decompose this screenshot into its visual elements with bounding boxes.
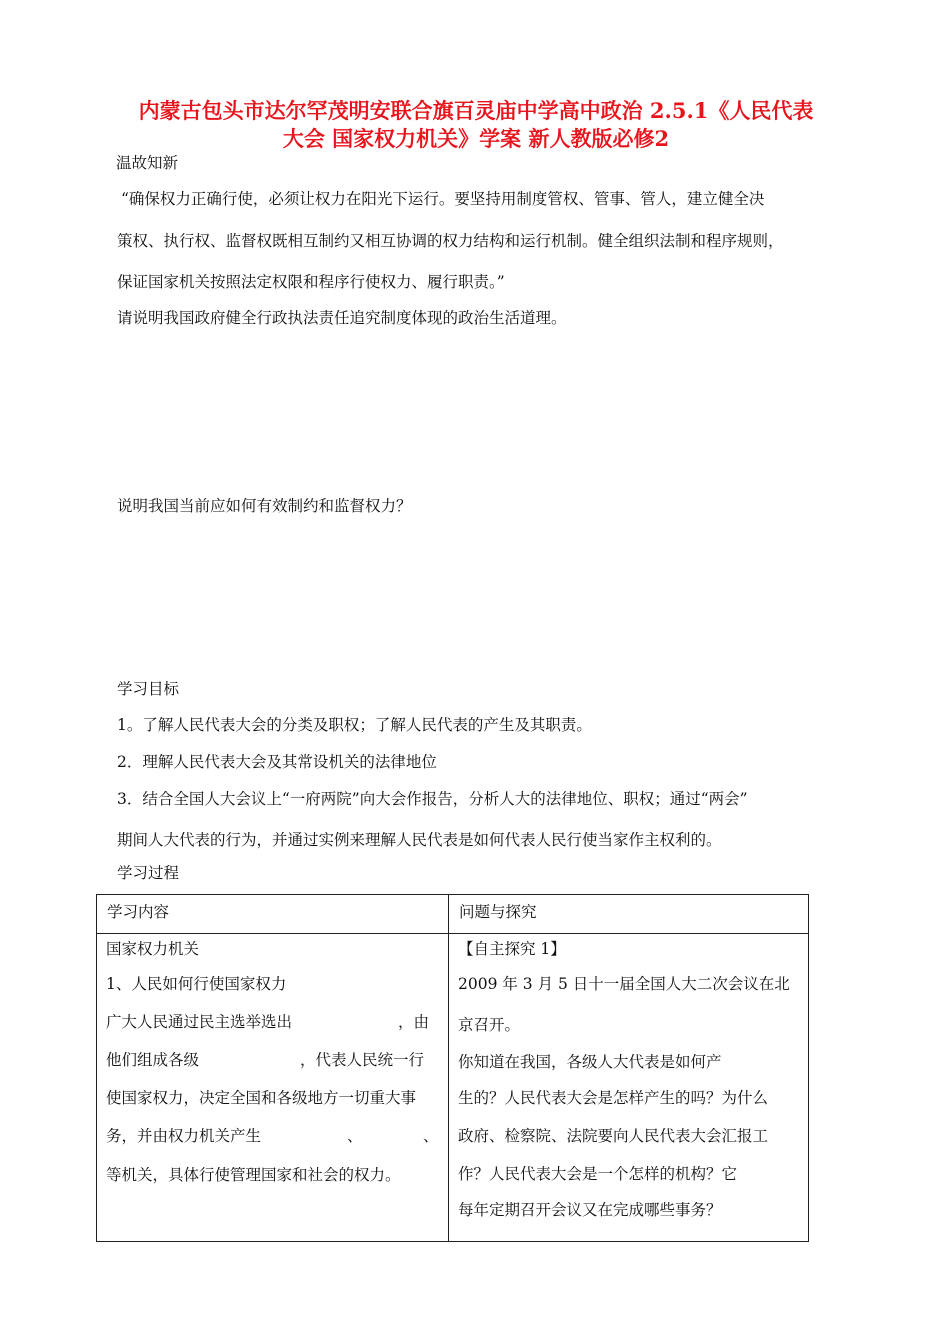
- question-line: 每年定期召开会议又在完成哪些事务？: [458, 1201, 722, 1219]
- objective-item: 1。了解人民代表大会的分类及职权；了解人民代表的产生及其职责。: [117, 716, 592, 734]
- content-line: ，代表人民统一行: [300, 1051, 425, 1069]
- content-line: 1、人民如何行使国家权力: [106, 975, 287, 993]
- review-question-1: 请说明我国政府健全行政执法责任追究制度体现的政治生活道理。: [117, 309, 567, 327]
- content-cell: [97, 934, 449, 1242]
- review-heading: 温故知新: [116, 154, 179, 172]
- column-header-questions: 问题与探究: [459, 903, 537, 921]
- table-header-cell: [97, 895, 449, 934]
- question-line: 【自主探究 1】: [458, 940, 566, 958]
- content-line: 等机关，具体行使管理国家和社会的权力。: [106, 1166, 401, 1184]
- document-title-line2: 大会 国家权力机关》学案 新人教版必修2: [282, 126, 670, 151]
- column-header-content: 学习内容: [107, 903, 170, 921]
- content-line: 务，并由权力机关产生: [106, 1127, 262, 1145]
- table-header-row: [97, 895, 809, 934]
- content-line: 国家权力机关: [106, 940, 200, 958]
- document-title-line1: 内蒙古包头市达尔罕茂明安联合旗百灵庙中学高中政治 2.5.1《人民代表: [138, 98, 814, 123]
- content-line: 、: [423, 1127, 439, 1145]
- question-line: 2009 年 3 月 5 日十一届全国人大二次会议在北: [458, 975, 790, 993]
- question-line: 作？人民代表大会是一个怎样的机构？它: [458, 1165, 738, 1183]
- study-table: [96, 894, 809, 1242]
- question-cell: [449, 934, 809, 1242]
- content-line: 广大人民通过民主选举选出: [106, 1013, 293, 1031]
- content-line: ，由: [398, 1013, 430, 1031]
- objectives-heading: 学习目标: [117, 680, 180, 698]
- content-line: 他们组成各级: [106, 1051, 200, 1069]
- objective-item: 2．理解人民代表大会及其常设机关的法律地位: [117, 753, 437, 771]
- review-question-2: 说明我国当前应如何有效制约和监督权力？: [117, 497, 412, 515]
- question-line: 京召开。: [458, 1016, 521, 1034]
- process-heading: 学习过程: [117, 864, 180, 882]
- objective-item: 3．结合全国人大会议上“一府两院”向大会作报告，分析人大的法律地位、职权；通过“两会”: [117, 790, 748, 808]
- question-line: 你知道在我国，各级人大代表是如何产: [458, 1053, 722, 1071]
- objective-item: 期间人大代表的行为，并通过实例来理解人民代表是如何代表人民行使当家作主权利的。: [117, 831, 722, 849]
- quote-line: “确保权力正确行使，必须让权力在阳光下运行。要坚持用制度管权、管事、管人，建立健全决: [121, 190, 765, 208]
- content-line: 、: [347, 1127, 363, 1145]
- quote-line: 保证国家机关按照法定权限和程序行使权力、履行职责。”: [117, 273, 505, 291]
- table-row: [97, 934, 809, 1242]
- question-line: 生的？人民代表大会是怎样产生的吗？为什么: [458, 1089, 769, 1107]
- question-line: 政府、检察院、法院要向人民代表大会汇报工: [458, 1127, 769, 1145]
- table-header-cell: [449, 895, 809, 934]
- quote-line: 策权、执行权、监督权既相互制约又相互协调的权力结构和运行机制。健全组织法制和程序规则，: [117, 232, 784, 250]
- content-line: 使国家权力，决定全国和各级地方一切重大事: [106, 1089, 417, 1107]
